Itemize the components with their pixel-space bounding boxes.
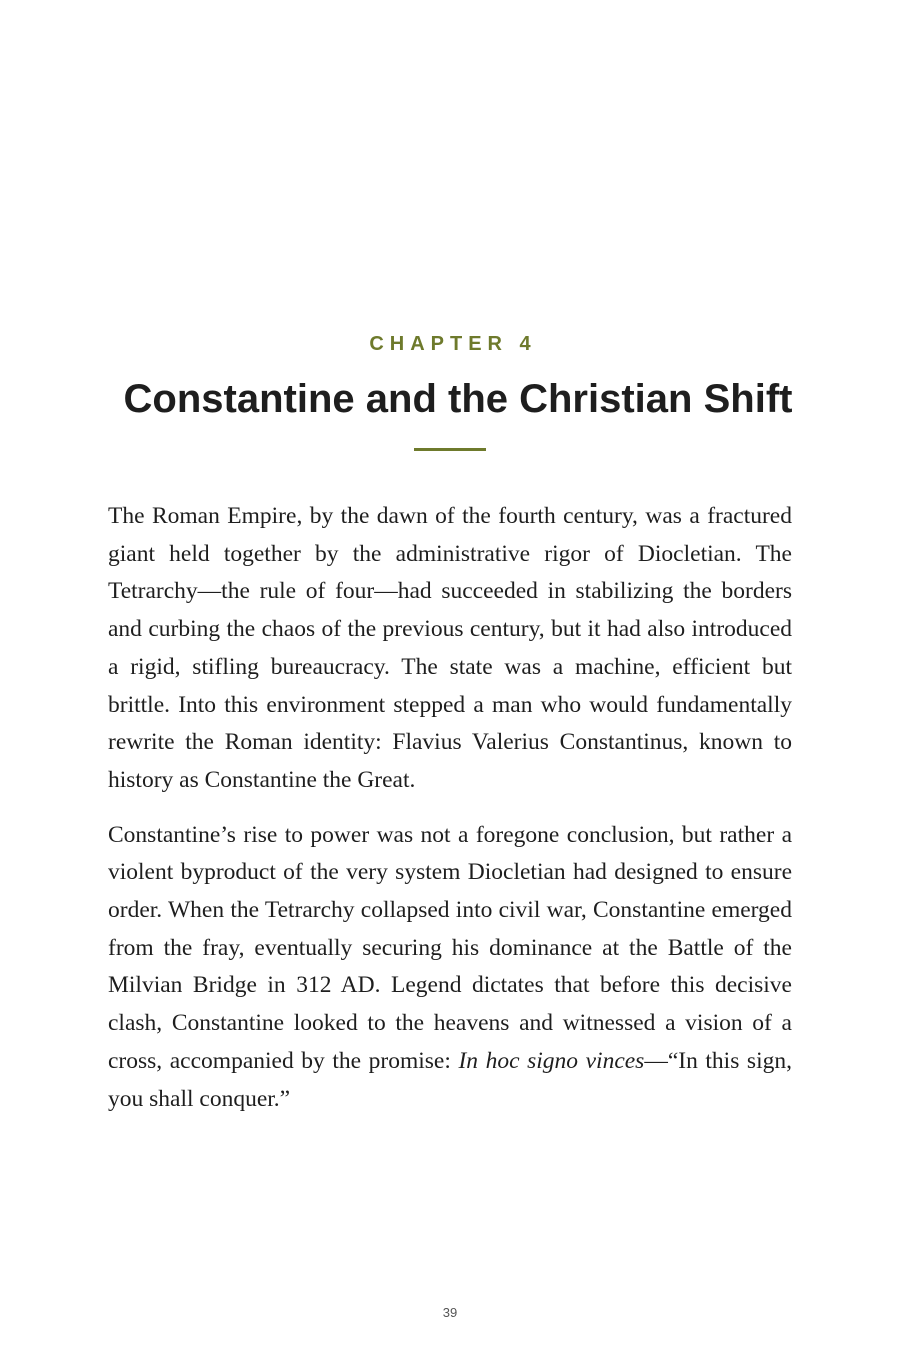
title-divider xyxy=(414,448,486,451)
page-number: 39 xyxy=(442,1305,458,1320)
chapter-body xyxy=(108,498,792,1135)
latin-phrase: In hoc signo vinces xyxy=(458,1047,645,1074)
paragraph-2-text-after: —“In this sign, you shall conquer.” xyxy=(108,1047,792,1112)
paragraph-2-text-before: Constantine’s rise to power was not a foregone conclusion, but rather a violent byproduct of the very system Diocletian had designed to ensure order. When the Tetrarchy collapsed into civil war, Constantine emerged from the fray, eventually securing his dominance at the Battle of the Milvian Bridge in 312 AD. Legend dictates that before this decisive clash, Constantine looked to the heavens and witnessed a vision of a cross, accompanied by the promise: xyxy=(108,821,792,1074)
chapter-label: CHAPTER 4 xyxy=(369,333,537,355)
paragraph-1: The Roman Empire, by the dawn of the fourth century, was a fractured giant held together by the administrative rigor of Diocletian. The Tetrarchy—the rule of four—had succeeded in stabilizing the borders and curbing the chaos of the previous century, but it had also introduced a rigid, stifling bureaucracy. The state was a machine, efficient but brittle. Into this environment stepped a man who would fundamentally rewrite the Roman identity: Flavius Valerius Constantinus, known to history as Constantine the Great. xyxy=(108,503,792,793)
chapter-title: Constantine and the Christian Shift xyxy=(123,377,793,421)
paragraph-2 xyxy=(108,817,792,1119)
